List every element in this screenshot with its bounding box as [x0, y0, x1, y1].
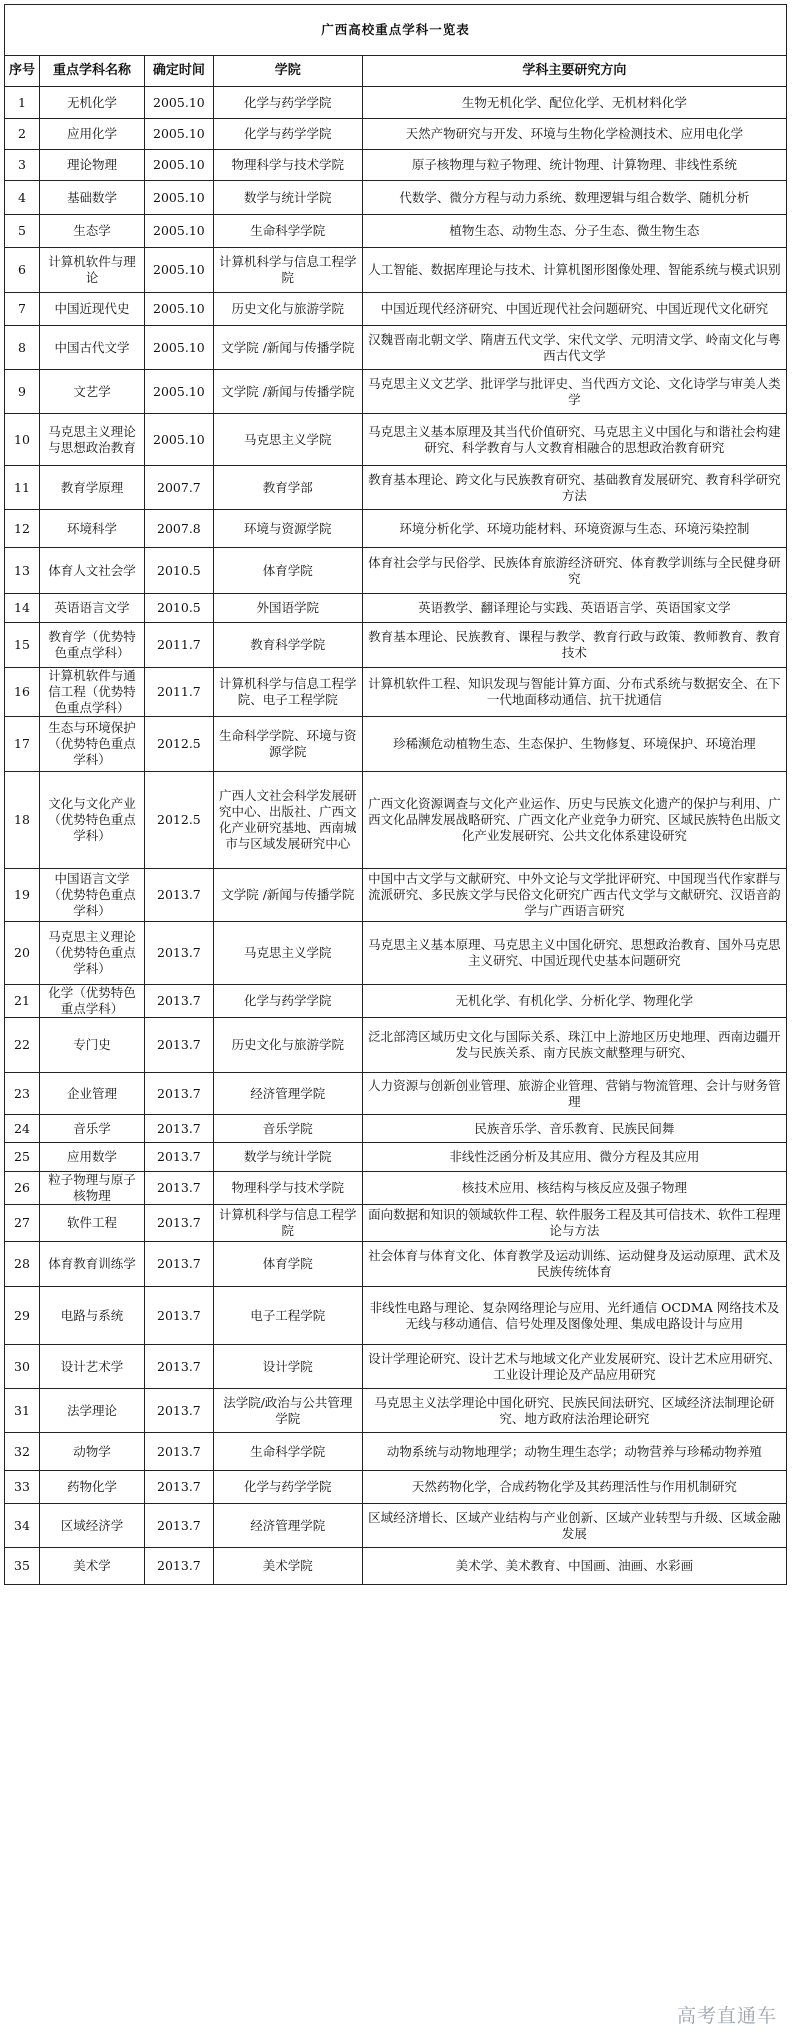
- established-date: 2013.7: [145, 1389, 214, 1433]
- table-row: [5, 1287, 787, 1345]
- row-number: 4: [5, 181, 40, 215]
- college-name: 文学院 /新闻与传播学院: [213, 869, 362, 922]
- discipline-name: 应用数学: [40, 1143, 145, 1172]
- table-row: [5, 1471, 787, 1504]
- discipline-name: 教育学原理: [40, 466, 145, 510]
- table-row: [5, 623, 787, 668]
- college-name: 计算机科学与信息工程学院: [213, 248, 362, 293]
- college-name: 生命科学学院: [213, 1433, 362, 1471]
- college-name: 马克思主义学院: [213, 922, 362, 985]
- established-date: 2005.10: [145, 181, 214, 215]
- college-name: 经济管理学院: [213, 1504, 362, 1548]
- row-number: 5: [5, 215, 40, 248]
- established-date: 2013.7: [145, 1205, 214, 1242]
- research-direction: 环境分析化学、环境功能材料、环境资源与生态、环境污染控制: [362, 510, 786, 548]
- college-name: 化学与药学学院: [213, 1471, 362, 1504]
- table-row: [5, 1242, 787, 1287]
- research-direction: 珍稀濒危动植物生态、生态保护、生物修复、环境保护、环境治理: [362, 717, 786, 772]
- table-row: [5, 466, 787, 510]
- established-date: 2005.10: [145, 326, 214, 370]
- established-date: 2012.5: [145, 717, 214, 772]
- row-number: 21: [5, 985, 40, 1018]
- table-row: [5, 717, 787, 772]
- table-row: [5, 1073, 787, 1115]
- college-name: 电子工程学院: [213, 1287, 362, 1345]
- established-date: 2005.10: [145, 293, 214, 326]
- table-row: [5, 1345, 787, 1389]
- established-date: 2013.7: [145, 1115, 214, 1143]
- college-name: 计算机科学与信息工程学院: [213, 1205, 362, 1242]
- watermark: 高考直通车: [676, 2005, 777, 2027]
- discipline-name: 动物学: [40, 1433, 145, 1471]
- row-number: 17: [5, 717, 40, 772]
- table-row: [5, 668, 787, 717]
- header-row: [5, 56, 787, 87]
- discipline-name: 化学（优势特色重点学科）: [40, 985, 145, 1018]
- college-name: 计算机科学与信息工程学院、电子工程学院: [213, 668, 362, 717]
- discipline-name: 教育学（优势特色重点学科）: [40, 623, 145, 668]
- col-header-direction: 学科主要研究方向: [362, 56, 786, 87]
- table-row: [5, 248, 787, 293]
- table-row: [5, 150, 787, 181]
- established-date: 2013.7: [145, 869, 214, 922]
- row-number: 31: [5, 1389, 40, 1433]
- college-name: 化学与药学学院: [213, 87, 362, 119]
- research-direction: 非线性电路与理论、复杂网络理论与应用、光纤通信 OCDMA 网络技术及无线与移动通信、信号处理及图像处理、集成电路设计与应用: [362, 1287, 786, 1345]
- table-title: 广西高校重点学科一览表: [5, 5, 787, 56]
- research-direction: 泛北部湾区域历史文化与国际关系、珠江中上游地区历史地理、西南边疆开发与民族关系、南方民族文献整理与研究、: [362, 1018, 786, 1073]
- table-row: [5, 1143, 787, 1172]
- discipline-name: 电路与系统: [40, 1287, 145, 1345]
- college-name: 生命科学学院、环境与资源学院: [213, 717, 362, 772]
- research-direction: 核技术应用、核结构与核反应及强子物理: [362, 1172, 786, 1205]
- row-number: 10: [5, 414, 40, 466]
- established-date: 2013.7: [145, 1073, 214, 1115]
- research-direction: 植物生态、动物生态、分子生态、微生物生态: [362, 215, 786, 248]
- research-direction: 人工智能、数据库理论与技术、计算机图形图像处理、智能系统与模式识别: [362, 248, 786, 293]
- row-number: 22: [5, 1018, 40, 1073]
- college-name: 音乐学院: [213, 1115, 362, 1143]
- research-direction: 人力资源与创新创业管理、旅游企业管理、营销与物流管理、会计与财务管理: [362, 1073, 786, 1115]
- table-row: [5, 414, 787, 466]
- row-number: 2: [5, 119, 40, 150]
- row-number: 9: [5, 370, 40, 414]
- row-number: 33: [5, 1471, 40, 1504]
- discipline-name: 计算机软件与通信工程（优势特色重点学科）: [40, 668, 145, 717]
- discipline-name: 药物化学: [40, 1471, 145, 1504]
- discipline-name: 无机化学: [40, 87, 145, 119]
- research-direction: 天然产物研究与开发、环境与生物化学检测技术、应用电化学: [362, 119, 786, 150]
- established-date: 2007.7: [145, 466, 214, 510]
- research-direction: 社会体育与体育文化、体育教学及运动训练、运动健身及运动原理、武术及民族传统体育: [362, 1242, 786, 1287]
- discipline-name: 音乐学: [40, 1115, 145, 1143]
- table-row: [5, 594, 787, 623]
- row-number: 8: [5, 326, 40, 370]
- table-row: [5, 181, 787, 215]
- row-number: 34: [5, 1504, 40, 1548]
- research-direction: 区域经济增长、区域产业结构与产业创新、区域产业转型与升级、区域金融发展: [362, 1504, 786, 1548]
- research-direction: 中国中古文学与文献研究、中外文论与文学批评研究、中国现当代作家群与流派研究、多民族文学与民俗文化研究广西古代文学与文献研究、汉语音韵学与广西语言研究: [362, 869, 786, 922]
- col-header-no: 序号: [5, 56, 40, 87]
- discipline-name: 文化与文化产业（优势特色重点学科）: [40, 772, 145, 869]
- discipline-name: 设计艺术学: [40, 1345, 145, 1389]
- table-row: [5, 869, 787, 922]
- established-date: 2012.5: [145, 772, 214, 869]
- established-date: 2013.7: [145, 1433, 214, 1471]
- table-row: [5, 1504, 787, 1548]
- discipline-name: 中国语言文学（优势特色重点学科）: [40, 869, 145, 922]
- table-row: [5, 1548, 787, 1585]
- discipline-name: 企业管理: [40, 1073, 145, 1115]
- disciplines-table: [4, 4, 787, 1585]
- college-name: 体育学院: [213, 548, 362, 594]
- discipline-name: 软件工程: [40, 1205, 145, 1242]
- discipline-name: 中国古代文学: [40, 326, 145, 370]
- college-name: 教育科学学院: [213, 623, 362, 668]
- table-row: [5, 1115, 787, 1143]
- research-direction: 面向数据和知识的领域软件工程、软件服务工程及其可信技术、软件工程理论与方法: [362, 1205, 786, 1242]
- established-date: 2005.10: [145, 119, 214, 150]
- discipline-name: 生态学: [40, 215, 145, 248]
- table-row: [5, 1205, 787, 1242]
- college-name: 经济管理学院: [213, 1073, 362, 1115]
- established-date: 2011.7: [145, 623, 214, 668]
- research-direction: 非线性泛函分析及其应用、微分方程及其应用: [362, 1143, 786, 1172]
- established-date: 2013.7: [145, 1504, 214, 1548]
- table-row: [5, 119, 787, 150]
- research-direction: 代数学、微分方程与动力系统、数理逻辑与组合数学、随机分析: [362, 181, 786, 215]
- established-date: 2013.7: [145, 922, 214, 985]
- college-name: 设计学院: [213, 1345, 362, 1389]
- discipline-name: 美术学: [40, 1548, 145, 1585]
- row-number: 15: [5, 623, 40, 668]
- table-row: [5, 1433, 787, 1471]
- research-direction: 民族音乐学、音乐教育、民族民间舞: [362, 1115, 786, 1143]
- row-number: 23: [5, 1073, 40, 1115]
- row-number: 18: [5, 772, 40, 869]
- college-name: 广西人文社会科学发展研究中心、出版社、广西文化产业研究基地、西南城市与区域发展研究中心: [213, 772, 362, 869]
- row-number: 1: [5, 87, 40, 119]
- discipline-name: 区域经济学: [40, 1504, 145, 1548]
- table-row: [5, 370, 787, 414]
- college-name: 环境与资源学院: [213, 510, 362, 548]
- established-date: 2010.5: [145, 548, 214, 594]
- research-direction: 设计学理论研究、设计艺术与地域文化产业发展研究、设计艺术应用研究、工业设计理论及产品应用研究: [362, 1345, 786, 1389]
- research-direction: 马克思主义法学理论中国化研究、民族民间法研究、区域经济法制理论研究、地方政府法治理论研究: [362, 1389, 786, 1433]
- row-number: 27: [5, 1205, 40, 1242]
- row-number: 30: [5, 1345, 40, 1389]
- discipline-name: 专门史: [40, 1018, 145, 1073]
- row-number: 6: [5, 248, 40, 293]
- research-direction: 体育社会学与民俗学、民族体育旅游经济研究、体育教学训练与全民健身研究: [362, 548, 786, 594]
- research-direction: 生物无机化学、配位化学、无机材料化学: [362, 87, 786, 119]
- research-direction: 英语教学、翻译理论与实践、英语语言学、英语国家文学: [362, 594, 786, 623]
- research-direction: 中国近现代经济研究、中国近现代社会问题研究、中国近现代文化研究: [362, 293, 786, 326]
- row-number: 29: [5, 1287, 40, 1345]
- established-date: 2005.10: [145, 87, 214, 119]
- table-row: [5, 922, 787, 985]
- established-date: 2013.7: [145, 1345, 214, 1389]
- college-name: 法学院/政治与公共管理学院: [213, 1389, 362, 1433]
- established-date: 2005.10: [145, 370, 214, 414]
- research-direction: 教育基本理论、民族教育、课程与教学、教育行政与政策、教师教育、教育技术: [362, 623, 786, 668]
- established-date: 2013.7: [145, 1471, 214, 1504]
- research-direction: 原子核物理与粒子物理、统计物理、计算物理、非线性系统: [362, 150, 786, 181]
- discipline-name: 文艺学: [40, 370, 145, 414]
- table-row: [5, 510, 787, 548]
- research-direction: 汉魏晋南北朝文学、隋唐五代文学、宋代文学、元明清文学、岭南文化与粤西古代文学: [362, 326, 786, 370]
- row-number: 19: [5, 869, 40, 922]
- row-number: 14: [5, 594, 40, 623]
- col-header-name: 重点学科名称: [40, 56, 145, 87]
- discipline-name: 马克思主义理论与思想政治教育: [40, 414, 145, 466]
- research-direction: 马克思主义基本原理、马克思主义中国化研究、思想政治教育、国外马克思主义研究、中国近现代史基本问题研究: [362, 922, 786, 985]
- established-date: 2010.5: [145, 594, 214, 623]
- established-date: 2005.10: [145, 414, 214, 466]
- college-name: 物理科学与技术学院: [213, 1172, 362, 1205]
- discipline-name: 法学理论: [40, 1389, 145, 1433]
- established-date: 2013.7: [145, 1242, 214, 1287]
- college-name: 化学与药学学院: [213, 985, 362, 1018]
- row-number: 13: [5, 548, 40, 594]
- college-name: 物理科学与技术学院: [213, 150, 362, 181]
- discipline-name: 英语语言文学: [40, 594, 145, 623]
- college-name: 外国语学院: [213, 594, 362, 623]
- research-direction: 天然药物化学，合成药物化学及其药理活性与作用机制研究: [362, 1471, 786, 1504]
- table-row: [5, 772, 787, 869]
- college-name: 化学与药学学院: [213, 119, 362, 150]
- research-direction: 马克思主义基本原理及其当代价值研究、马克思主义中国化与和谐社会构建研究、科学教育与人文教育相融合的思想政治教育研究: [362, 414, 786, 466]
- established-date: 2013.7: [145, 1143, 214, 1172]
- established-date: 2007.8: [145, 510, 214, 548]
- research-direction: 无机化学、有机化学、分析化学、物理化学: [362, 985, 786, 1018]
- row-number: 35: [5, 1548, 40, 1585]
- established-date: 2011.7: [145, 668, 214, 717]
- row-number: 28: [5, 1242, 40, 1287]
- college-name: 历史文化与旅游学院: [213, 1018, 362, 1073]
- row-number: 26: [5, 1172, 40, 1205]
- college-name: 美术学院: [213, 1548, 362, 1585]
- college-name: 数学与统计学院: [213, 181, 362, 215]
- table-row: [5, 985, 787, 1018]
- established-date: 2005.10: [145, 248, 214, 293]
- table-row: [5, 1018, 787, 1073]
- discipline-name: 粒子物理与原子核物理: [40, 1172, 145, 1205]
- discipline-name: 生态与环境保护（优势特色重点学科）: [40, 717, 145, 772]
- table-row: [5, 87, 787, 119]
- research-direction: 马克思主义文艺学、批评学与批评史、当代西方文论、文化诗学与审美人类学: [362, 370, 786, 414]
- research-direction: 美术学、美术教育、中国画、油画、水彩画: [362, 1548, 786, 1585]
- row-number: 3: [5, 150, 40, 181]
- discipline-name: 马克思主义理论（优势特色重点学科）: [40, 922, 145, 985]
- col-header-date: 确定时间: [145, 56, 214, 87]
- table-row: [5, 548, 787, 594]
- discipline-name: 体育教育训练学: [40, 1242, 145, 1287]
- table-row: [5, 293, 787, 326]
- row-number: 11: [5, 466, 40, 510]
- row-number: 12: [5, 510, 40, 548]
- row-number: 32: [5, 1433, 40, 1471]
- established-date: 2005.10: [145, 215, 214, 248]
- established-date: 2005.10: [145, 150, 214, 181]
- college-name: 教育学部: [213, 466, 362, 510]
- research-direction: 动物系统与动物地理学；动物生理生态学；动物营养与珍稀动物养殖: [362, 1433, 786, 1471]
- discipline-name: 体育人文社会学: [40, 548, 145, 594]
- discipline-name: 中国近现代史: [40, 293, 145, 326]
- college-name: 文学院 /新闻与传播学院: [213, 326, 362, 370]
- table-row: [5, 1389, 787, 1433]
- college-name: 体育学院: [213, 1242, 362, 1287]
- established-date: 2013.7: [145, 1172, 214, 1205]
- row-number: 25: [5, 1143, 40, 1172]
- college-name: 生命科学学院: [213, 215, 362, 248]
- established-date: 2013.7: [145, 1548, 214, 1585]
- table-row: [5, 215, 787, 248]
- discipline-name: 基础数学: [40, 181, 145, 215]
- row-number: 7: [5, 293, 40, 326]
- discipline-name: 应用化学: [40, 119, 145, 150]
- row-number: 20: [5, 922, 40, 985]
- college-name: 历史文化与旅游学院: [213, 293, 362, 326]
- discipline-name: 计算机软件与理论: [40, 248, 145, 293]
- table-row: [5, 326, 787, 370]
- discipline-name: 理论物理: [40, 150, 145, 181]
- established-date: 2013.7: [145, 985, 214, 1018]
- research-direction: 教育基本理论、跨文化与民族教育研究、基础教育发展研究、教育科学研究方法: [362, 466, 786, 510]
- col-header-college: 学院: [213, 56, 362, 87]
- established-date: 2013.7: [145, 1018, 214, 1073]
- established-date: 2013.7: [145, 1287, 214, 1345]
- college-name: 马克思主义学院: [213, 414, 362, 466]
- college-name: 文学院 /新闻与传播学院: [213, 370, 362, 414]
- college-name: 数学与统计学院: [213, 1143, 362, 1172]
- research-direction: 广西文化资源调查与文化产业运作、历史与民族文化遗产的保护与利用、广西文化品牌发展战略研究、广西文化产业竞争力研究、区域民族特色出版文化产业发展研究、公共文化体系建设研究: [362, 772, 786, 869]
- table-row: [5, 1172, 787, 1205]
- research-direction: 计算机软件工程、知识发现与智能计算方面、分布式系统与数据安全、在下一代地面移动通信、抗干扰通信: [362, 668, 786, 717]
- discipline-name: 环境科学: [40, 510, 145, 548]
- row-number: 24: [5, 1115, 40, 1143]
- row-number: 16: [5, 668, 40, 717]
